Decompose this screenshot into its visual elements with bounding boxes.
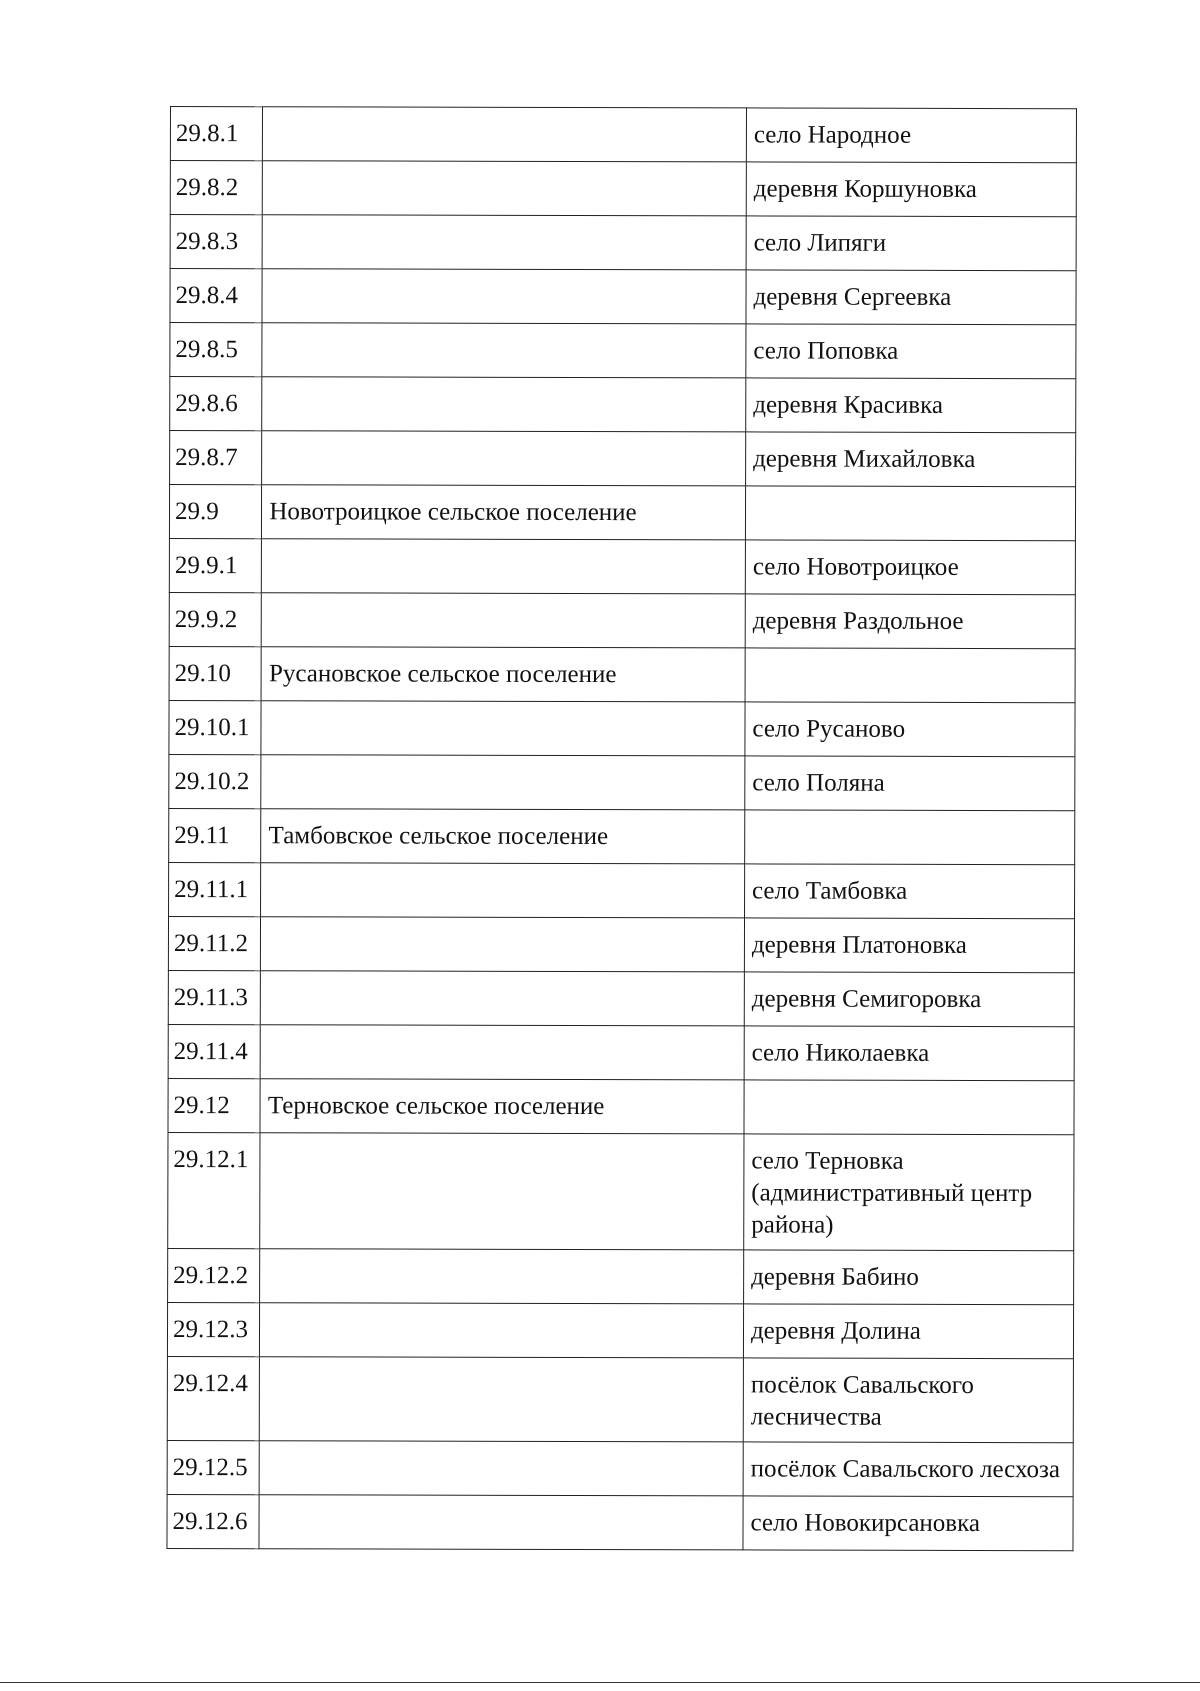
locality-name-cell — [745, 810, 1075, 865]
locality-name-cell: деревня Долина — [743, 1304, 1073, 1359]
locality-name-cell: деревня Семигоровка — [744, 972, 1074, 1027]
row-number-cell: 29.12 — [168, 1078, 260, 1132]
locality-name-cell: деревня Раздольное — [745, 594, 1075, 649]
settlement-name-cell — [262, 377, 746, 432]
table-row — [169, 485, 1075, 541]
table-row — [170, 161, 1076, 217]
locality-name-cell: село Русаново — [745, 702, 1075, 757]
page-bottom-rule — [0, 1682, 1200, 1683]
table-row — [168, 1248, 1074, 1304]
locality-name-cell — [745, 648, 1075, 703]
table-row — [168, 970, 1074, 1026]
row-number-cell: 29.11.4 — [168, 1024, 260, 1078]
locality-name-cell — [744, 1080, 1074, 1135]
settlement-name-cell — [263, 107, 747, 162]
row-number-cell: 29.12.4 — [167, 1356, 260, 1440]
table-row — [170, 107, 1076, 163]
settlement-name-cell — [261, 917, 745, 972]
settlement-name-cell — [262, 539, 746, 594]
row-number-cell: 29.12.6 — [167, 1494, 259, 1548]
settlement-name-cell — [263, 161, 747, 216]
settlements-table-body — [167, 107, 1077, 1551]
settlement-name-cell — [259, 1441, 743, 1496]
row-number-cell: 29.8.6 — [170, 377, 262, 431]
table-row — [169, 646, 1075, 702]
table-row — [169, 538, 1075, 594]
table-row — [169, 754, 1075, 810]
settlement-name-cell — [262, 431, 746, 486]
locality-name-cell: село Липяги — [746, 216, 1076, 271]
settlement-name-cell: Тамбовское сельское поселение — [261, 809, 745, 864]
locality-name-cell: село Новокирсановка — [743, 1496, 1073, 1551]
settlement-name-cell — [261, 863, 745, 918]
row-number-cell: 29.12.1 — [168, 1132, 261, 1248]
locality-name-cell: посёлок Савальского лесничества — [743, 1358, 1073, 1443]
row-number-cell: 29.8.5 — [170, 323, 262, 377]
settlement-name-cell — [260, 1249, 744, 1304]
row-number-cell: 29.11.2 — [168, 916, 260, 970]
settlement-name-cell — [260, 1357, 744, 1442]
row-number-cell: 29.9 — [169, 485, 261, 539]
table-row — [170, 323, 1076, 379]
table-row — [168, 1132, 1074, 1250]
settlement-name-cell — [262, 323, 746, 378]
locality-name-cell: посёлок Савальского лесхоза — [743, 1442, 1073, 1497]
settlement-name-cell: Русановское сельское поселение — [261, 647, 745, 702]
row-number-cell: 29.12.5 — [167, 1440, 259, 1494]
locality-name-cell: село Николаевка — [744, 1026, 1074, 1081]
table-row — [167, 1440, 1073, 1496]
table-row — [169, 592, 1075, 648]
settlements-table — [166, 106, 1077, 1551]
row-number-cell: 29.12.3 — [167, 1302, 259, 1356]
locality-name-cell — [745, 486, 1075, 541]
row-number-cell: 29.8.1 — [170, 107, 262, 161]
settlement-name-cell: Терновское сельское поселение — [260, 1079, 744, 1134]
locality-name-cell: село Народное — [746, 108, 1076, 163]
row-number-cell: 29.8.3 — [170, 215, 262, 269]
locality-name-cell: деревня Бабино — [744, 1250, 1074, 1305]
locality-name-cell: село Терновка (административный центр района) — [744, 1134, 1074, 1251]
settlement-name-cell — [262, 269, 746, 324]
settlement-name-cell — [262, 593, 746, 648]
settlement-name-cell — [260, 1303, 744, 1358]
locality-name-cell: деревня Красивка — [746, 378, 1076, 433]
table-row — [167, 1356, 1073, 1442]
row-number-cell: 29.8.2 — [170, 161, 262, 215]
row-number-cell: 29.11.3 — [168, 970, 260, 1024]
settlement-name-cell — [260, 1025, 744, 1080]
row-number-cell: 29.10.2 — [169, 754, 261, 808]
table-row — [170, 377, 1076, 433]
settlement-name-cell — [261, 971, 745, 1026]
table-row — [170, 215, 1076, 271]
table-row — [168, 916, 1074, 972]
table-row — [168, 1078, 1074, 1134]
row-number-cell: 29.10 — [169, 646, 261, 700]
row-number-cell: 29.11.1 — [169, 862, 261, 916]
row-number-cell: 29.9.2 — [169, 592, 261, 646]
locality-name-cell: село Тамбовка — [744, 864, 1074, 919]
table-row — [167, 1302, 1073, 1358]
settlement-name-cell — [261, 755, 745, 810]
table-row — [168, 1024, 1074, 1080]
table-row — [169, 862, 1075, 918]
locality-name-cell: село Поляна — [745, 756, 1075, 811]
table-row — [170, 269, 1076, 325]
locality-name-cell: деревня Коршуновка — [746, 162, 1076, 217]
table-row — [169, 808, 1075, 864]
table-row — [169, 700, 1075, 756]
locality-name-cell: деревня Михайловка — [746, 432, 1076, 487]
settlement-name-cell — [259, 1495, 743, 1550]
locality-name-cell: село Новотроицкое — [745, 540, 1075, 595]
settlement-name-cell — [261, 701, 745, 756]
settlement-name-cell — [260, 1133, 744, 1250]
table-row — [170, 431, 1076, 487]
row-number-cell: 29.12.2 — [168, 1248, 260, 1302]
row-number-cell: 29.8.4 — [170, 269, 262, 323]
settlement-name-cell: Новотроицкое сельское поселение — [262, 485, 746, 540]
settlement-name-cell — [262, 215, 746, 270]
row-number-cell: 29.10.1 — [169, 700, 261, 754]
row-number-cell: 29.8.7 — [170, 431, 262, 485]
locality-name-cell: деревня Платоновка — [744, 918, 1074, 973]
table-row — [167, 1494, 1073, 1550]
locality-name-cell: деревня Сергеевка — [746, 270, 1076, 325]
row-number-cell: 29.11 — [169, 808, 261, 862]
row-number-cell: 29.9.1 — [169, 538, 261, 592]
locality-name-cell: село Поповка — [746, 324, 1076, 379]
